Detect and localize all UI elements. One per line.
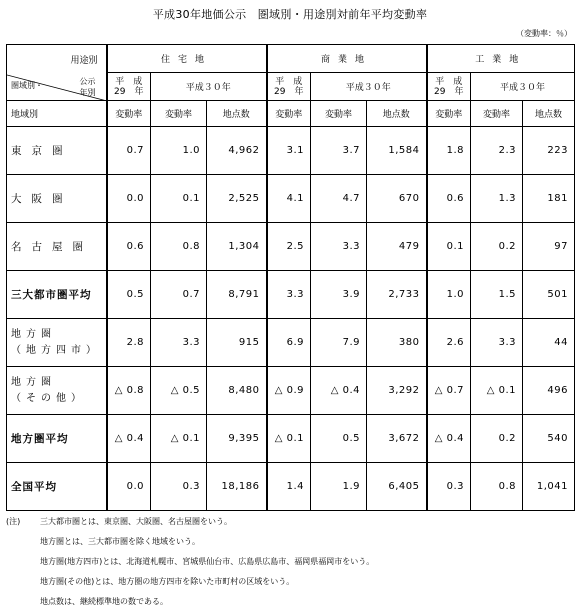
table-body <box>7 127 575 511</box>
table-cell: △ 0.4 <box>311 367 367 415</box>
h30-header: 平成３０年 <box>151 73 267 101</box>
table-row <box>7 127 575 175</box>
table-cell: 0.0 <box>107 175 151 223</box>
table-cell: 1.8 <box>427 127 471 175</box>
table-cell: △ 0.1 <box>471 367 523 415</box>
row-name <box>7 319 107 367</box>
youto-label: 用途別 <box>70 56 98 66</box>
ken-label: 圏域別・ <box>11 81 43 90</box>
table-cell: 2,525 <box>207 175 267 223</box>
note-line: 地方圏とは、三大都市圏を除く地域をいう。 <box>40 537 200 546</box>
table-cell: 0.5 <box>311 415 367 463</box>
notes-label: (注) <box>6 517 21 526</box>
table-cell: 0.5 <box>107 271 151 319</box>
table-cell: △ 0.4 <box>427 415 471 463</box>
table-cell: 0.2 <box>471 223 523 271</box>
row-name <box>7 415 107 463</box>
table-cell: 3,292 <box>367 367 427 415</box>
category-commercial: 商業地 <box>267 45 427 73</box>
table-cell: 0.7 <box>151 271 207 319</box>
rate-header: 変動率 <box>471 101 523 127</box>
table-cell: 1,041 <box>523 463 575 511</box>
table-cell: 3.3 <box>311 223 367 271</box>
table-cell: 1,584 <box>367 127 427 175</box>
h29-line2: 29 年 <box>274 86 304 97</box>
table-cell: 1.9 <box>311 463 367 511</box>
table-cell: 380 <box>367 319 427 367</box>
table-cell: 7.9 <box>311 319 367 367</box>
table-cell: △ 0.4 <box>107 415 151 463</box>
land-price-table <box>6 44 575 511</box>
rate-header: 変動率 <box>311 101 367 127</box>
table-row <box>7 271 575 319</box>
table-cell: 670 <box>367 175 427 223</box>
table-cell: 3.7 <box>311 127 367 175</box>
h29-line1: 平 成 <box>435 76 463 87</box>
table-cell: 6.9 <box>267 319 311 367</box>
h29-header <box>427 73 471 101</box>
note-line: 地方圏(地方四市)とは、北海道札幌市、宮城県仙台市、広島県広島市、福岡県福岡市をいう。 <box>40 557 375 566</box>
row-name-line2: （その他） <box>11 392 86 404</box>
count-header: 地点数 <box>367 101 427 127</box>
table-cell: 2.8 <box>107 319 151 367</box>
table-cell: 3,672 <box>367 415 427 463</box>
row-name-line1: 三大都市圏平均 <box>11 289 92 301</box>
rate-header: 変動率 <box>267 101 311 127</box>
h29-line2: 29 年 <box>114 86 144 97</box>
table-cell: 496 <box>523 367 575 415</box>
table-row <box>7 223 575 271</box>
table-cell: 4,962 <box>207 127 267 175</box>
table-cell: 0.6 <box>107 223 151 271</box>
table-cell: 3.1 <box>267 127 311 175</box>
table-cell: 501 <box>523 271 575 319</box>
table-cell: △ 0.7 <box>427 367 471 415</box>
table-cell: 0.6 <box>427 175 471 223</box>
note-line: 地点数は、継続標準地の数である。 <box>40 597 168 606</box>
row-name <box>7 223 107 271</box>
table-cell: 44 <box>523 319 575 367</box>
table-cell: 0.8 <box>151 223 207 271</box>
table-cell: 1.4 <box>267 463 311 511</box>
table-cell: 2.3 <box>471 127 523 175</box>
table-cell: 9,395 <box>207 415 267 463</box>
notes-section <box>6 512 574 612</box>
table-cell: 3.3 <box>471 319 523 367</box>
table-cell: △ 0.1 <box>267 415 311 463</box>
corner-header-cell <box>7 45 107 101</box>
row-name <box>7 271 107 319</box>
table-cell: 2.6 <box>427 319 471 367</box>
row-name-line1: 地方圏 <box>11 328 56 340</box>
h30-header: 平成３０年 <box>311 73 427 101</box>
table-cell: 4.7 <box>311 175 367 223</box>
table-row <box>7 319 575 367</box>
table-cell: 0.7 <box>107 127 151 175</box>
kouji-label: 公示 <box>79 77 96 86</box>
table-cell: 6,405 <box>367 463 427 511</box>
table-cell: △ 0.1 <box>151 415 207 463</box>
table-cell: 97 <box>523 223 575 271</box>
table-row <box>7 415 575 463</box>
rate-header: 変動率 <box>427 101 471 127</box>
table-cell: 18,186 <box>207 463 267 511</box>
row-name <box>7 367 107 415</box>
table-cell: 4.1 <box>267 175 311 223</box>
chiikibetsu-label: 地域別 <box>7 101 107 127</box>
table-cell: 8,480 <box>207 367 267 415</box>
table-row <box>7 367 575 415</box>
unit-label: （変動率：％） <box>516 29 572 38</box>
table-cell: 2.5 <box>267 223 311 271</box>
table-cell: 0.3 <box>151 463 207 511</box>
table-cell: 3.3 <box>151 319 207 367</box>
row-name-line1: 名古屋圏 <box>11 241 93 253</box>
table-cell: 1.3 <box>471 175 523 223</box>
row-name-line2: （地方四市） <box>11 344 101 356</box>
category-residential: 住宅地 <box>107 45 267 73</box>
h29-header <box>267 73 311 101</box>
table-cell: 0.1 <box>151 175 207 223</box>
row-name-line1: 東京圏 <box>11 145 73 157</box>
rate-header: 変動率 <box>151 101 207 127</box>
row-name-line1: 地方圏 <box>11 376 56 388</box>
note-line: 地方圏(その他)とは、地方圏の地方四市を除いた市町村の区域をいう。 <box>40 577 295 586</box>
h29-line1: 平 成 <box>275 76 303 87</box>
row-name-line1: 大阪圏 <box>11 193 73 205</box>
note-line: 三大都市圏とは、東京圏、大阪圏、名古屋圏をいう。 <box>40 517 232 526</box>
table-cell: 915 <box>207 319 267 367</box>
h30-header: 平成３０年 <box>471 73 575 101</box>
table-cell: 0.0 <box>107 463 151 511</box>
count-header: 地点数 <box>207 101 267 127</box>
table-cell: 181 <box>523 175 575 223</box>
h29-header <box>107 73 151 101</box>
rate-header: 変動率 <box>107 101 151 127</box>
table-cell: 0.2 <box>471 415 523 463</box>
row-name <box>7 463 107 511</box>
row-name-line1: 地方圏平均 <box>11 433 69 445</box>
table-row <box>7 175 575 223</box>
nenbetsu-label: 年別 <box>79 88 96 97</box>
row-name <box>7 175 107 223</box>
table-cell: 540 <box>523 415 575 463</box>
table-cell: 3.3 <box>267 271 311 319</box>
table-cell: 0.8 <box>471 463 523 511</box>
table-cell: △ 0.9 <box>267 367 311 415</box>
table-cell: 2,733 <box>367 271 427 319</box>
page-title: 平成30年地価公示 圏域別・用途別対前年平均変動率 <box>152 8 428 21</box>
row-name <box>7 127 107 175</box>
category-industrial: 工業地 <box>427 45 575 73</box>
table-cell: △ 0.8 <box>107 367 151 415</box>
table-cell: 0.3 <box>427 463 471 511</box>
table-cell: 1.5 <box>471 271 523 319</box>
table-cell: 1.0 <box>151 127 207 175</box>
table-cell: 223 <box>523 127 575 175</box>
table-cell: 1.0 <box>427 271 471 319</box>
h29-line2: 29 年 <box>434 86 464 97</box>
table-cell: 1,304 <box>207 223 267 271</box>
table-row <box>7 463 575 511</box>
table-cell: 479 <box>367 223 427 271</box>
table-cell: 8,791 <box>207 271 267 319</box>
h29-line1: 平 成 <box>115 76 143 87</box>
table-cell: △ 0.5 <box>151 367 207 415</box>
table-cell: 3.9 <box>311 271 367 319</box>
count-header: 地点数 <box>523 101 575 127</box>
table-cell: 0.1 <box>427 223 471 271</box>
row-name-line1: 全国平均 <box>11 481 57 493</box>
